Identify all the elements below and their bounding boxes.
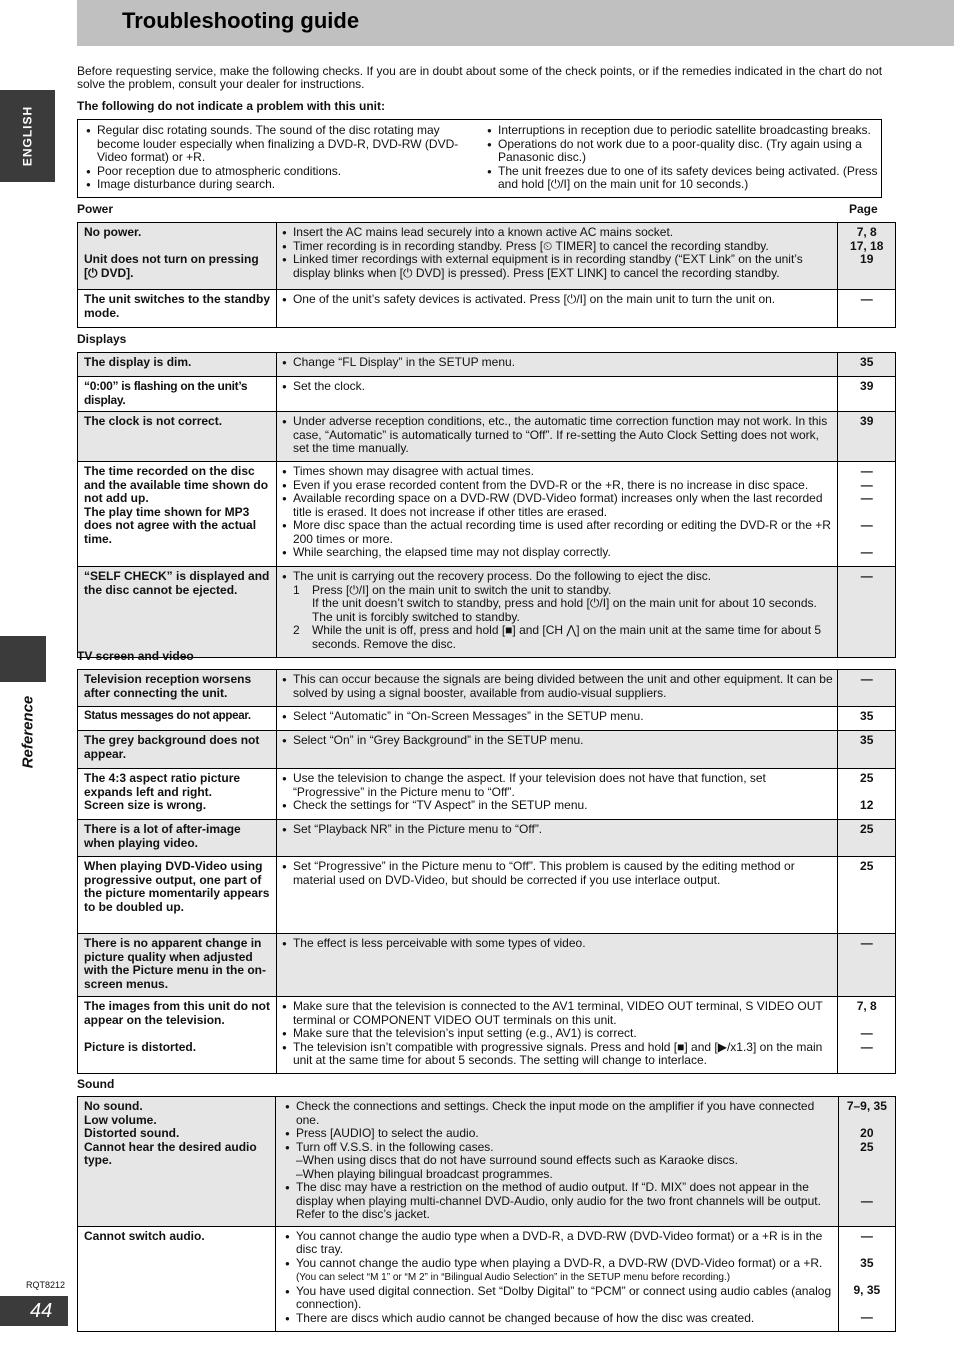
remedy-item: ● While searching, the elapsed time may not display correctly. [282, 546, 834, 560]
table-row [78, 353, 896, 377]
remedy-item: ● The television isn’t compatible with progressive signals. Press and hold [■] and [▶/x1.3] on the main unit at the same time for about 5 seconds. The setting will change to interlace. [282, 1041, 834, 1068]
problem-cell: “SELF CHECK” is displayed and the disc cannot be ejected. [78, 567, 277, 658]
remedy-cell [276, 707, 837, 731]
remedy-cell [276, 997, 837, 1074]
page-ref: — [860, 1026, 873, 1040]
remedy-item: ● Turn off V.S.S. in the following cases. –When using discs that do not have surround sound effects such as Karaoke discs. –When playing bilingual broadcast programmes. [285, 1141, 835, 1182]
problem-cell: Television reception worsens after connecting the unit. [78, 670, 277, 707]
problem-text: The 4:3 aspect ratio picture expands left and right. [84, 771, 241, 799]
page-ref [842, 1154, 892, 1168]
problem-cell: The grey background does not appear. [78, 731, 277, 769]
language-tab-label: ENGLISH [19, 105, 34, 167]
remedy-item: ● Under adverse reception conditions, etc., the automatic time correction function may not work. In this case, “Automatic” is automatically turned to “Off”. If re-setting the Auto Clock Setting does not work, set the time manually. [282, 415, 834, 456]
table-row [78, 223, 896, 290]
remedy-cell [276, 731, 837, 769]
table-row [78, 290, 896, 328]
not-problem-left-list [86, 124, 471, 192]
problem-text: No power. [84, 225, 142, 239]
table-row [78, 820, 896, 857]
list-item: ● Image disturbance during search. [86, 178, 471, 192]
remedy-item: ● Press [AUDIO] to select the audio. [285, 1127, 835, 1141]
problem-cell: Cannot switch audio. [78, 1226, 276, 1331]
problem-text: The images from this unit do not appear on the television. [84, 999, 270, 1027]
remedy-item [285, 1257, 835, 1285]
problem-text: Distorted sound. [84, 1126, 180, 1140]
page-ref: — [860, 1193, 873, 1208]
problem-cell: When playing DVD-Video using progressive output, one part of the picture momentarily appears to be doubled up. [78, 857, 277, 934]
page-cell [838, 1226, 895, 1331]
page-cell [838, 769, 896, 820]
remedy-cell [276, 353, 837, 377]
page-cell [838, 1097, 895, 1227]
page-ref: — [860, 491, 873, 505]
page-ref: — [860, 464, 873, 478]
table-row [78, 769, 896, 820]
page-ref [842, 1181, 892, 1195]
page-cell [838, 462, 896, 567]
page-ref [842, 1243, 892, 1257]
step-item [293, 624, 834, 651]
remedy-cell [276, 670, 837, 707]
list-item: ● Operations do not work due to a poor-quality disc. (Try again using a Panasonic disc.) [487, 138, 882, 165]
remedy-item: ● The disc may have a restriction on the method of audio output. If “D. MIX” does not appear in the display when playing multi-channel DVD-Audio, only audio for the two front channels will be output. Refer to the disc’s jacket. [285, 1181, 835, 1222]
problem-cell [78, 462, 277, 567]
page-cell: 35 [838, 731, 896, 769]
remedy-item: ● Make sure that the television’s input setting (e.g., AV1) is correct. [282, 1027, 834, 1041]
remedy-item: ● Timer recording is in recording standby. Press [⏲ TIMER] to cancel the recording standby. [282, 240, 834, 254]
remedy-item: ● Even if you erase recorded content from the DVD-R or the +R, there is no increase in disc space. [282, 479, 834, 493]
page-cell: 39 [838, 377, 896, 412]
title-bar [77, 0, 954, 46]
not-problem-right-list [487, 124, 882, 192]
problem-cell [78, 769, 277, 820]
problem-text: The play time shown for MP3 does not agree with the actual time. [84, 504, 257, 546]
remedy-item: ● More disc space than the actual recording time is used after recording or editing the DVD-R or the +R 200 times or more. [282, 519, 834, 546]
list-item: ● Regular disc rotating sounds. The sound of the disc rotating may become louder especially when finalizing a DVD-R, DVD-RW (DVD-Video format) or +R. [86, 124, 471, 165]
page-title: Troubleshooting guide [122, 8, 360, 33]
document-code: RQT8212 [26, 1280, 66, 1290]
page-ref: 25 [860, 1139, 874, 1154]
power-table [77, 222, 896, 328]
page-ref: 20 [860, 1126, 874, 1140]
page-cell [838, 997, 896, 1074]
page-ref: — [860, 1039, 873, 1054]
table-row [78, 707, 896, 731]
remedy-item: ● You cannot change the audio type when a DVD-R, a DVD-RW (DVD-Video format) or a +R is in the disc tray. [285, 1230, 835, 1257]
spacer [84, 240, 273, 254]
table-row [78, 997, 896, 1074]
remedy-item: ● The effect is less perceivable with some types of video. [282, 937, 834, 951]
remedy-item: ● There are discs which audio cannot be changed because of how the disc was created. [285, 1312, 835, 1326]
page-cell: 25 [838, 857, 896, 934]
remedy-cell [276, 820, 837, 857]
remedy-item: ● Linked timer recordings with external equipment is in recording standby (“EXT Link” on the unit’s display blinks when [⏻ DVD] is pressed). Press [EXT LINK] to cancel the recording standby. [282, 253, 834, 280]
problem-text: Cannot hear the desired audio type. [84, 1139, 257, 1167]
page-ref: — [860, 545, 873, 559]
page-ref: — [860, 518, 873, 532]
page-ref: 7, 8 [856, 999, 877, 1013]
not-problem-box [77, 119, 882, 198]
remedy-cell [276, 462, 837, 567]
problem-cell: There is no apparent change in picture quality when adjusted with the Picture menu in the on-screen menus. [78, 934, 277, 997]
page-ref [841, 1014, 892, 1028]
table-row [78, 1097, 896, 1227]
remedy-cell [275, 1226, 838, 1331]
remedy-cell [276, 290, 837, 328]
remedy-item: ● Available recording space on a DVD-RW (DVD-Video format) increases only when the last recorded title is erased. It does not increase if other titles are erased. [282, 492, 834, 519]
remedy-item: ● Select “On” in “Grey Background” in the SETUP menu. [282, 734, 834, 748]
table-row [78, 1226, 896, 1331]
displays-table [77, 352, 896, 658]
page-ref: 35 [860, 1255, 874, 1270]
list-item: ● Poor reception due to atmospheric conditions. [86, 165, 471, 179]
remedy-item: ● Use the television to change the aspect. If your television does not have that function, set “Progressive” in the Picture menu to “Off”. [282, 772, 834, 799]
page-cell: 39 [838, 412, 896, 462]
remedy-item: ● Insert the AC mains lead securely into a known active AC mains socket. [282, 226, 834, 240]
remedy-cell [276, 377, 837, 412]
language-tab [0, 90, 55, 182]
page-ref: 25 [860, 771, 874, 785]
list-item: ● Interruptions in reception due to periodic satellite broadcasting breaks. [487, 124, 882, 138]
page-cell: — [838, 290, 896, 328]
remedy-cell [276, 412, 837, 462]
page-cell: — [838, 934, 896, 997]
table-row [78, 412, 896, 462]
remedy-item: ● You have used digital connection. Set “Dolby Digital” to “PCM” or connect using audio cables (analog connection). [285, 1285, 835, 1312]
page-ref: 12 [860, 798, 874, 812]
problem-cell: The unit switches to the standby mode. [78, 290, 277, 328]
problem-cell: Status messages do not appear. [78, 707, 277, 731]
sound-heading: Sound [77, 1077, 115, 1091]
remedy-item: ● Set the clock. [282, 380, 834, 394]
remedy-item: ● This can occur because the signals are being divided between the unit and other equipment. It can be solved by using a signal booster, available from audio-visual suppliers. [282, 673, 834, 700]
step-text: While the unit is off, press and hold [■] and [CH ⋀] on the main unit at the same time for about 5 seconds. Remove the disc. [311, 623, 822, 651]
remedy-item: ● Make sure that the television is connected to the AV1 terminal, VIDEO OUT terminal, S VIDEO OUT terminal or COMPONENT VIDEO OUT terminals on this unit. [282, 1000, 834, 1027]
sound-table [77, 1096, 896, 1332]
step-number: 1 [292, 582, 300, 597]
step-number: 2 [292, 623, 300, 637]
problem-cell [78, 1097, 276, 1227]
not-problem-heading: The following do not indicate a problem with this unit: [77, 99, 385, 113]
remedy-item: ● The unit is carrying out the recovery process. Do the following to eject the disc. [282, 570, 834, 584]
problem-text: Unit does not turn on pressing [⏻ DVD]. [84, 252, 259, 280]
problem-text: Screen size is wrong. [84, 798, 207, 812]
page-ref [841, 533, 892, 547]
page-ref: 7–9, 35 [846, 1099, 887, 1113]
problem-text: Low volume. [84, 1112, 157, 1127]
remedy-cell [276, 934, 837, 997]
page-ref: — [860, 1228, 873, 1243]
intro-paragraph: Before requesting service, make the following checks. If you are in doubt about some of the check points, or if the remedies indicated in the chart do not solve the problem, consult your dealer for instructions. [77, 64, 883, 91]
list-item: ● The unit freezes due to one of its safety devices being activated. (Press and hold [⏻/I] on the main unit for 10 seconds.) [487, 165, 882, 192]
page-ref: 17, 18 [850, 238, 884, 253]
problem-text: The time recorded on the disc and the available time shown do not add up. [84, 464, 269, 505]
remedy-item: ● One of the unit’s safety devices is activated. Press [⏻/I] on the main unit to turn the unit on. [282, 293, 834, 307]
table-row [78, 934, 896, 997]
page-cell: 35 [838, 707, 896, 731]
remedy-item: ● Select “Automatic” in “On-Screen Messages” in the SETUP menu. [282, 710, 834, 724]
section-marker [0, 636, 46, 682]
table-row [78, 670, 896, 707]
page-cell: — [838, 567, 896, 658]
page-cell: 35 [838, 353, 896, 377]
remedy-item: ● Check the connections and settings. Check the input mode on the amplifier if you have connected one. [285, 1100, 835, 1127]
remedy-cell [276, 857, 837, 934]
page-ref: 7, 8 [856, 225, 877, 239]
page-ref [842, 1270, 892, 1284]
remedy-item: ● Change “FL Display” in the SETUP menu. [282, 356, 834, 370]
tv-heading: TV screen and video [77, 649, 194, 663]
remedy-item: ● Set “Playback NR” in the Picture menu to “Off”. [282, 823, 834, 837]
table-row [78, 567, 896, 658]
page-cell [838, 223, 896, 290]
remedy-cell [276, 223, 837, 290]
section-tab-label: Reference [19, 695, 37, 769]
page-number: 44 [0, 1296, 68, 1326]
step-text: Press [⏻/I] on the main unit to switch the unit to standby. If the unit doesn’t switch to standby, press and hold [⏻/I] on the main unit for about 10 seconds. The unit is forcibly switched to standby. [311, 582, 817, 624]
page-ref: 19 [860, 252, 874, 266]
tv-table [77, 669, 896, 1074]
page-ref [842, 1168, 892, 1182]
step-item [293, 584, 834, 625]
power-heading: Power [77, 202, 114, 216]
table-row [78, 731, 896, 769]
table-row [78, 462, 896, 567]
problem-text: Picture is distorted. [84, 1039, 197, 1054]
displays-heading: Displays [77, 332, 127, 346]
table-row [78, 857, 896, 934]
page-ref: — [860, 1309, 873, 1324]
page-ref [842, 1114, 892, 1128]
problem-cell: There is a lot of after-image when playing video. [78, 820, 277, 857]
problem-cell: The display is dim. [78, 353, 277, 377]
page-ref [841, 506, 892, 520]
page-ref: 9, 35 [853, 1282, 881, 1297]
spacer [84, 1027, 273, 1041]
problem-text: No sound. [84, 1099, 143, 1113]
problem-cell: The clock is not correct. [78, 412, 277, 462]
remedy-note: (You can select “M 1” or “M 2” in “Bilingual Audio Selection” in the SETUP menu before recording.) [295, 1272, 731, 1283]
page-cell: 25 [838, 820, 896, 857]
page-ref: — [860, 477, 873, 492]
remedy-cell [276, 567, 837, 658]
remedy-cell [276, 769, 837, 820]
table-row [78, 377, 896, 412]
page-ref [842, 1297, 892, 1311]
problem-cell [78, 223, 277, 290]
remedy-item: ● Times shown may disagree with actual times. [282, 465, 834, 479]
page-column-header: Page [849, 202, 878, 216]
problem-cell [78, 997, 277, 1074]
remedy-text: You cannot change the audio type when playing a DVD-R, a DVD-RW (DVD-Video format) or a +R. [295, 1255, 823, 1270]
page-ref [841, 786, 892, 800]
problem-cell: “0:00” is flashing on the unit’s display. [78, 377, 277, 412]
remedy-item: ● Check the settings for “TV Aspect” in the SETUP menu. [282, 799, 834, 813]
remedy-item: ● Set “Progressive” in the Picture menu to “Off”. This problem is caused by the editing method or material used on DVD-Video, but should be corrected if you use interlace output. [282, 860, 834, 887]
remedy-cell [275, 1097, 838, 1227]
page-cell: — [838, 670, 896, 707]
